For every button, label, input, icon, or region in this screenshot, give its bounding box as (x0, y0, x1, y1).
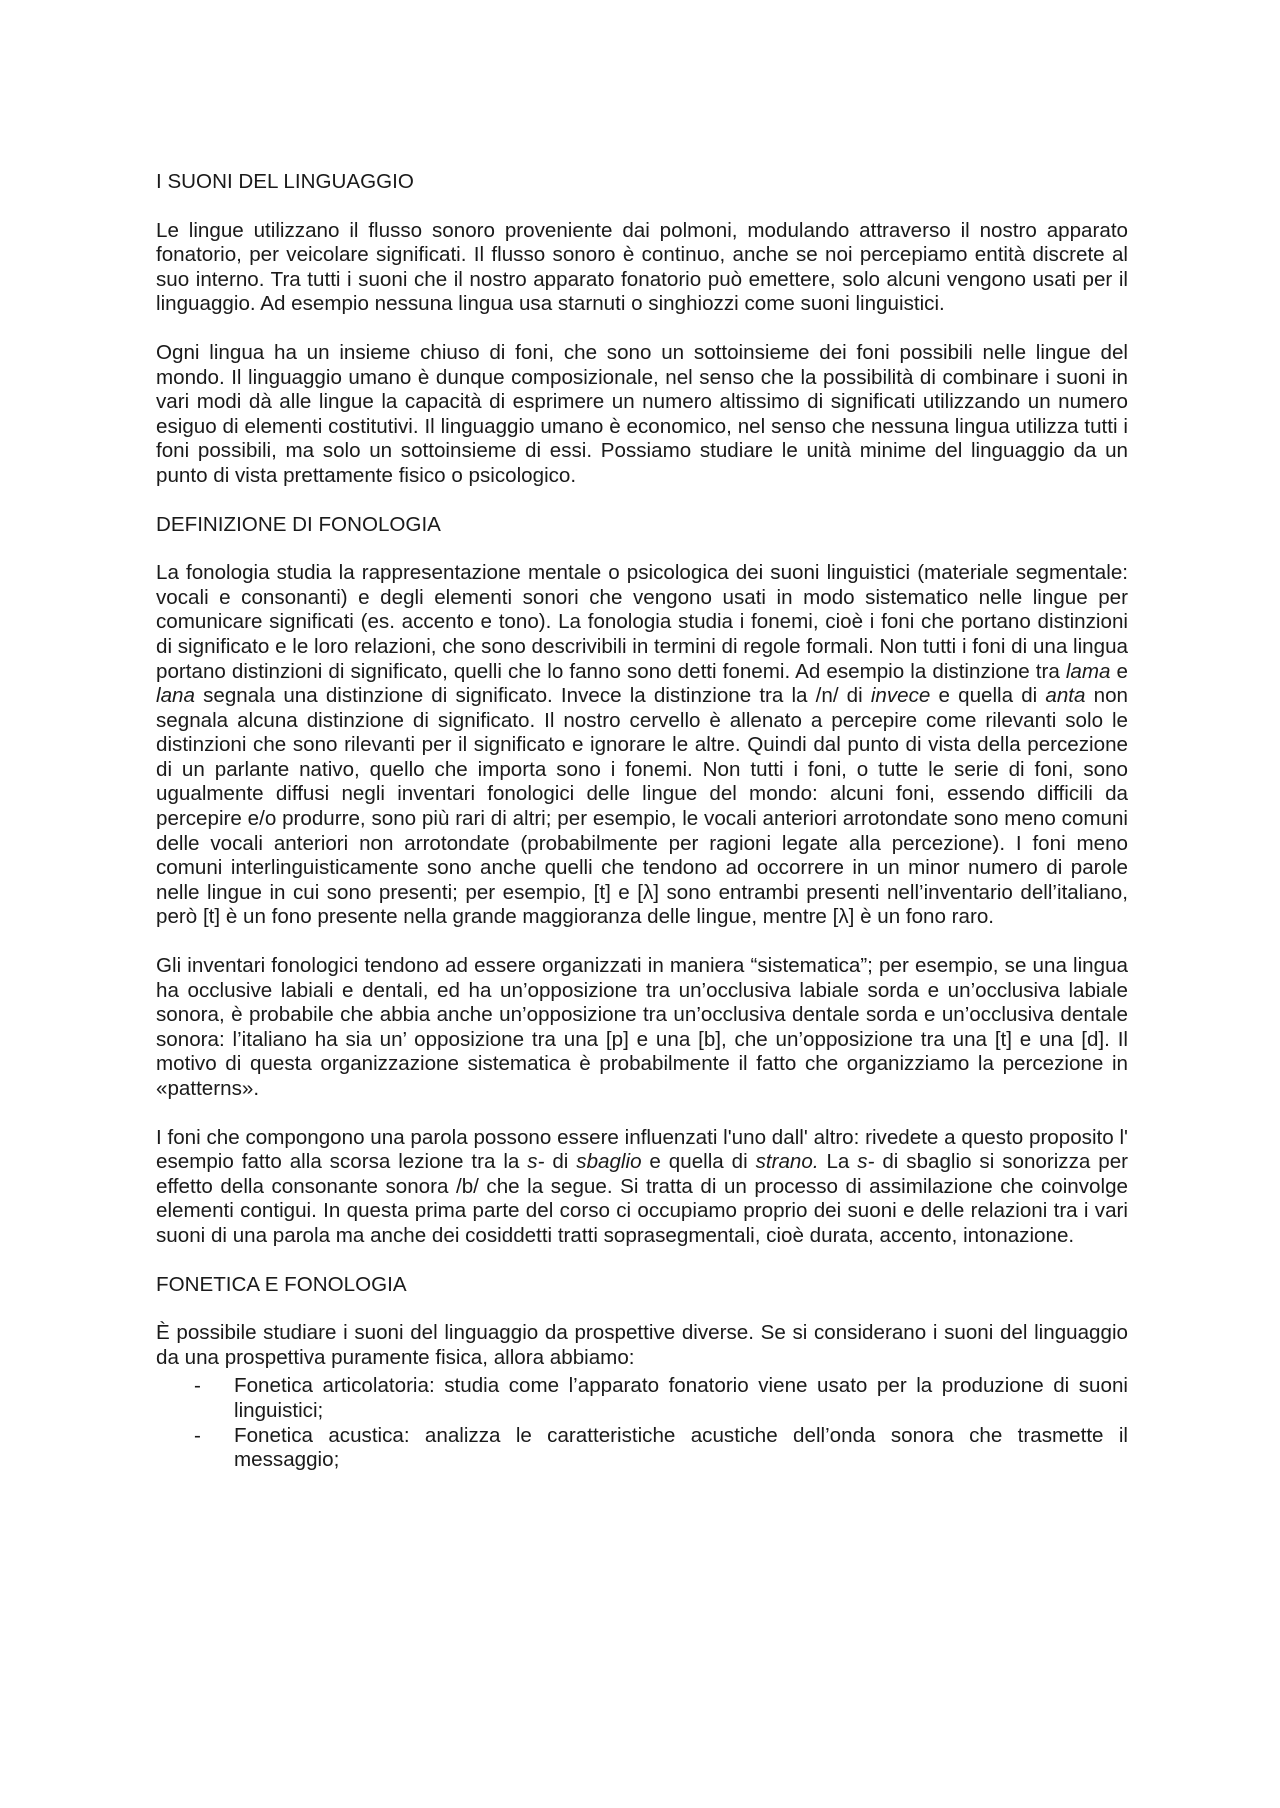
list-dash: - (194, 1423, 201, 1447)
list-dash: - (194, 1374, 201, 1398)
paragraph-flusso-sonoro: Le lingue utilizzano il flusso sonoro proveniente dai polmoni, modulando attraverso il nostro apparato fonatorio, per veicolare significati. Il flusso sonoro è continuo, anche se noi percepiamo entità discrete al suo interno. Tra tutti i suoni che il nostro apparato fonatorio può emettere, solo alcuni vengono usati per il linguaggio. Ad esempio nessuna lingua usa starnuti o singhiozzi come suoni linguistici. (156, 218, 1128, 316)
section-heading-fonetica-fonologia: FONETICA E FONOLOGIA (156, 1272, 407, 1296)
text-run: I foni che compongono una parola possono essere influenzati l'uno dall' altro: rivedete a questo proposito l' esempio fatto alla scorsa lezione tra la (156, 1125, 1128, 1174)
italic-term-strano: strano. (755, 1150, 819, 1174)
italic-term-lana: lana (156, 684, 195, 708)
paragraph-fonologia (156, 561, 1128, 930)
list-item-text: Fonetica acustica: analizza le caratteristiche acustiche dell’onda sonora che trasmette il messaggio; (234, 1423, 1128, 1472)
italic-term-sbaglio: sbaglio (576, 1150, 642, 1174)
list-item (156, 1424, 1128, 1473)
list-item (156, 1374, 1128, 1423)
text-run: e (1110, 659, 1129, 683)
text-run: di (544, 1150, 577, 1174)
text-run: segnala una distinzione di significato. Invece la distinzione tra la /n/ di (194, 684, 871, 708)
text-run: La (818, 1150, 858, 1174)
paragraph-assimilazione (156, 1126, 1128, 1249)
italic-term-lama: lama (1065, 659, 1111, 683)
italic-term-s: s- (527, 1150, 545, 1174)
text-run: non segnala alcuna distinzione di significato. Il nostro cervello è allenato a percepire come rilevanti solo le distinzioni che sono rilevanti per il significato e ignorare le altre. Quindi dal punto di vista della percezione di un parlante nativo, quello che importa sono i fonemi. Non tutti i foni, o tutte le serie di foni, sono ugualmente diffusi negli inventari fonologici delle lingue del mondo: alcuni foni, essendo difficili da percepire e/o produrre, sono più rari di altri; per esempio, le vocali anteriori arrotondate sono meno comuni delle vocali anteriori non arrotondate (probabilmente per ragioni legate alla percezione). I foni meno comuni interlinguisticamente sono anche quelli che tendono ad occorrere in un minor numero di parole nelle lingue in cui sono presenti; per esempio, [t] e [λ] sono entrambi presenti nell’inventario dell’italiano, però [t] è un fono presente nella grande maggioranza delle lingue, mentre [λ] è un fono raro. (156, 684, 1128, 929)
section-heading-definizione-fonologia: DEFINIZIONE DI FONOLOGIA (156, 512, 441, 536)
text-run: e quella di (930, 684, 1046, 708)
document-page (156, 170, 1128, 1473)
list-item-text: Fonetica articolatoria: studia come l’apparato fonatorio viene usato per la produzione di suoni linguistici; (234, 1374, 1128, 1422)
text-run: La fonologia studia la rappresentazione mentale o psicologica dei suoni linguistici (materiale segmentale: vocali e consonanti) e degli elementi sonori che vengono usati in modo sistematico nelle lingue per comunicare significati (es. accento e tono). La fonologia studia i fonemi, cioè i foni che portano distinzioni di significato e le loro relazioni, che sono descrivibili in termini di regole formali. Non tutti i foni di una lingua portano distinzioni di significato, quelli che lo fanno sono detti fonemi. Ad esempio la distinzione tra (156, 561, 1128, 683)
document-title: I SUONI DEL LINGUAGGIO (156, 170, 414, 193)
italic-term-invece: invece (870, 684, 931, 708)
paragraph-inventari: Gli inventari fonologici tendono ad essere organizzati in maniera “sistematica”; per esempio, se una lingua ha occlusive labiali e dentali, ed ha un’opposizione tra un’occlusiva labiale sorda e un’occlusiva labiale sonora, è probabile che abbia anche un’opposizione tra un’occlusiva dentale sorda e un’occlusiva dentale sonora: l’italiano ha sia un’ opposizione tra una [p] e una [b], che un’opposizione tra una [t] e una [d]. Il motivo di questa organizzazione sistematica è probabilmente il fatto che organizziamo la percezione in «patterns». (156, 954, 1128, 1100)
paragraph-insieme-foni: Ogni lingua ha un insieme chiuso di foni, che sono un sottoinsieme dei foni possibili nelle lingue del mondo. Il linguaggio umano è dunque composizionale, nel senso che la possibilità di combinare i suoni in vari modi dà alle lingue la capacità di esprimere un numero altissimo di significati utilizzando un numero esiguo di elementi costitutivi. Il linguaggio umano è economico, nel senso che nessuna lingua utilizza tutti i foni possibili, ma solo un sottoinsieme di essi. Possiamo studiare le unità minime del linguaggio da un punto di vista prettamente fisico o psicologico. (156, 340, 1128, 487)
paragraph-prospettive: È possibile studiare i suoni del linguaggio da prospettive diverse. Se si considerano i suoni del linguaggio da una prospettiva puramente fisica, allora abbiamo: (156, 1321, 1128, 1369)
text-run: e quella di (641, 1150, 756, 1174)
fonetica-list (156, 1374, 1128, 1472)
italic-term-s: s- (857, 1150, 875, 1174)
text-run: di sbaglio si sonorizza per effetto della consonante sonora /b/ che la segue. Si tratta di un processo di assimilazione che coinvolge elementi contigui. In questa prima parte del corso ci occupiamo proprio dei suoni e delle relazioni tra i vari suoni di una parola ma anche dei cosiddetti tratti soprasegmentali, cioè durata, accento, intonazione. (156, 1150, 1129, 1247)
italic-term-anta: anta (1045, 684, 1086, 708)
